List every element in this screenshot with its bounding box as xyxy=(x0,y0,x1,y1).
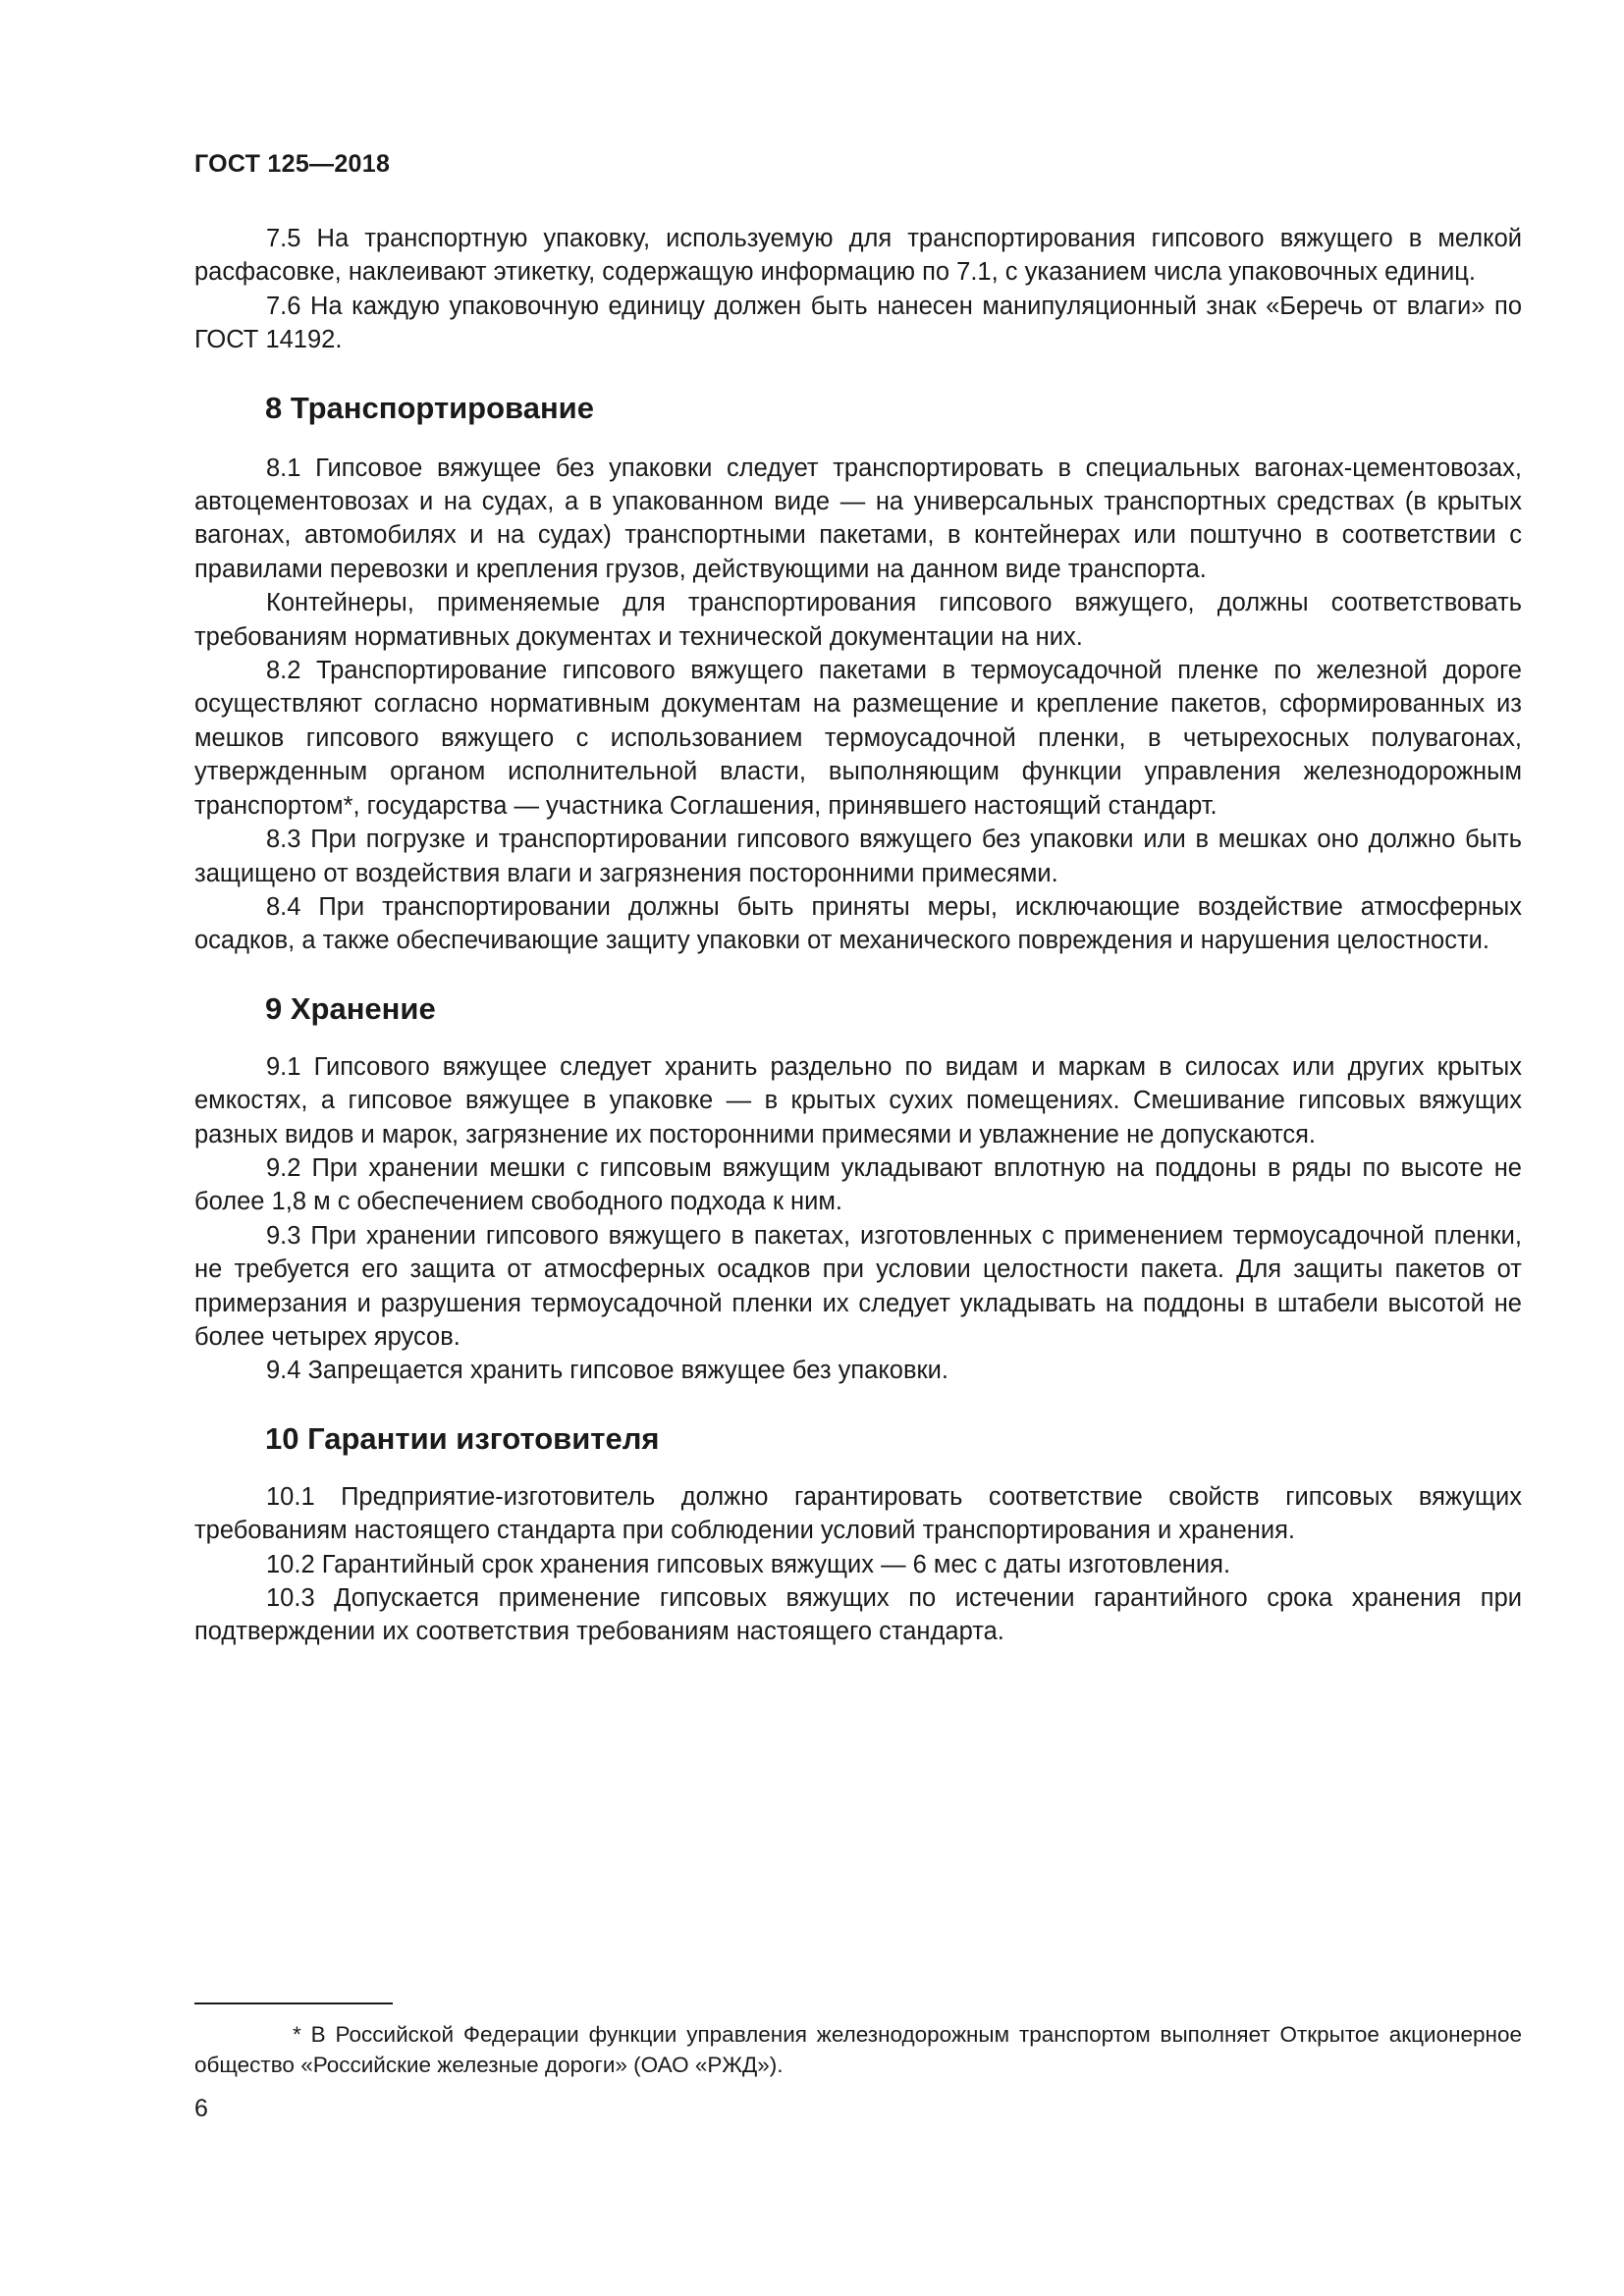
clause-10-3: 10.3 Допускается применение гипсовых вяжущих по истечении гарантийного срока хранения при подтверждении их соответствия требованиям настоящего стандарта. xyxy=(194,1584,1522,1646)
clause-8-1: 8.1 Гипсовое вяжущее без упаковки следует транспортировать в специальных вагонах-цементовозах, автоцементовозах и на судах, а в упакованном виде — на универсальных транспортных средствах (в крытых вагонах, автомобилях и на судах) транспортными пакетами, в контейнерах или поштучно в соответствии с правилами перевозки и крепления грузов, действующими на данном виде транспорта. xyxy=(194,454,1522,583)
footnote-separator xyxy=(194,2002,393,2004)
clause-8-2: 8.2 Транспортирование гипсового вяжущего пакетами в термоусадочной пленке по железной дороге осуществляют согласно нормативным документам на размещение и крепление пакетов, сформированных из мешков гипсового вяжущего с использованием термоусадочной пленки, в четырехосных полувагонах, утвержденным органом исполнительной власти, выполняющим функции управления железнодорожным транспортом*, государства — участника Соглашения, принявшего настоящий стандарт. xyxy=(194,657,1522,820)
clause-10-1: 10.1 Предприятие-изготовитель должно гарантировать соответствие свойств гипсовых вяжущих требованиям настоящего стандарта при соблюдении условий транспортирования и хранения. xyxy=(194,1482,1522,1545)
clause-8-4: 8.4 При транспортировании должны быть приняты меры, исключающие воздействие атмосферных осадков, а также обеспечивающие защиту упаковки от механического повреждения и нарушения целостности. xyxy=(194,892,1522,955)
clause-7-5: 7.5 На транспортную упаковку, используемую для транспортирования гипсового вяжущего в мелкой расфасовке, наклеивают этикетку, содержащую информацию по 7.1, с указанием числа упаковочных единиц. xyxy=(194,225,1522,287)
clause-8-3: 8.3 При погрузке и транспортировании гипсового вяжущего без упаковки или в мешках оно должно быть защищено от воздействия влаги и загрязнения посторонними примесями. xyxy=(194,826,1522,887)
document-body xyxy=(194,222,1522,1649)
clause-9-2: 9.2 При хранении мешки с гипсовым вяжущим укладывают вплотную на поддоны в ряды по высоте не более 1,8 м с обеспечением свободного подхода к ним. xyxy=(194,1153,1522,1216)
section-10-heading: 10 Гарантии изготовителя xyxy=(265,1420,660,1456)
clause-8-1-containers: Контейнеры, применяемые для транспортирования гипсового вяжущего, должны соответствовать требованиям нормативных документах и технической документации на них. xyxy=(194,589,1522,651)
clause-10-2: 10.2 Гарантийный срок хранения гипсовых вяжущих — 6 мес с даты изготовления. xyxy=(266,1550,1231,1578)
clause-9-4: 9.4 Запрещается хранить гипсовое вяжущее без упаковки. xyxy=(266,1357,949,1385)
section-9-heading: 9 Хранение xyxy=(265,990,436,1026)
clause-9-3: 9.3 При хранении гипсового вяжущего в пакетах, изготовленных с применением термоусадочной пленки, не требуется его защита от атмосферных осадков при условии целостности пакета. Для защиты пакетов от примерзания и разрушения термоусадочной пленки их следует укладывать на поддоны в штабели высотой не более четырех ярусов. xyxy=(194,1221,1522,1351)
page-number: 6 xyxy=(194,2095,208,2122)
section-8-heading: 8 Транспортирование xyxy=(265,390,594,425)
clause-7-6: 7.6 На каждую упаковочную единицу должен быть нанесен манипуляционный знак «Беречь от влаги» по ГОСТ 14192. xyxy=(194,292,1522,354)
document-header: ГОСТ 125—2018 xyxy=(194,150,391,178)
footnote: * В Российской Федерации функции управления железнодорожным транспортом выполняет Открытое акционерное общество «Российские железные дороги» (ОАО «РЖД»). xyxy=(194,2022,1522,2077)
clause-9-1: 9.1 Гипсового вяжущее следует хранить раздельно по видам и маркам в силосах или других крытых емкостях, а гипсовое вяжущее в упаковке — в крытых сухих помещениях. Смешивание гипсовых вяжущих разных видов и марок, загрязнение их посторонними примесями и увлажнение не допускаются. xyxy=(194,1052,1522,1148)
